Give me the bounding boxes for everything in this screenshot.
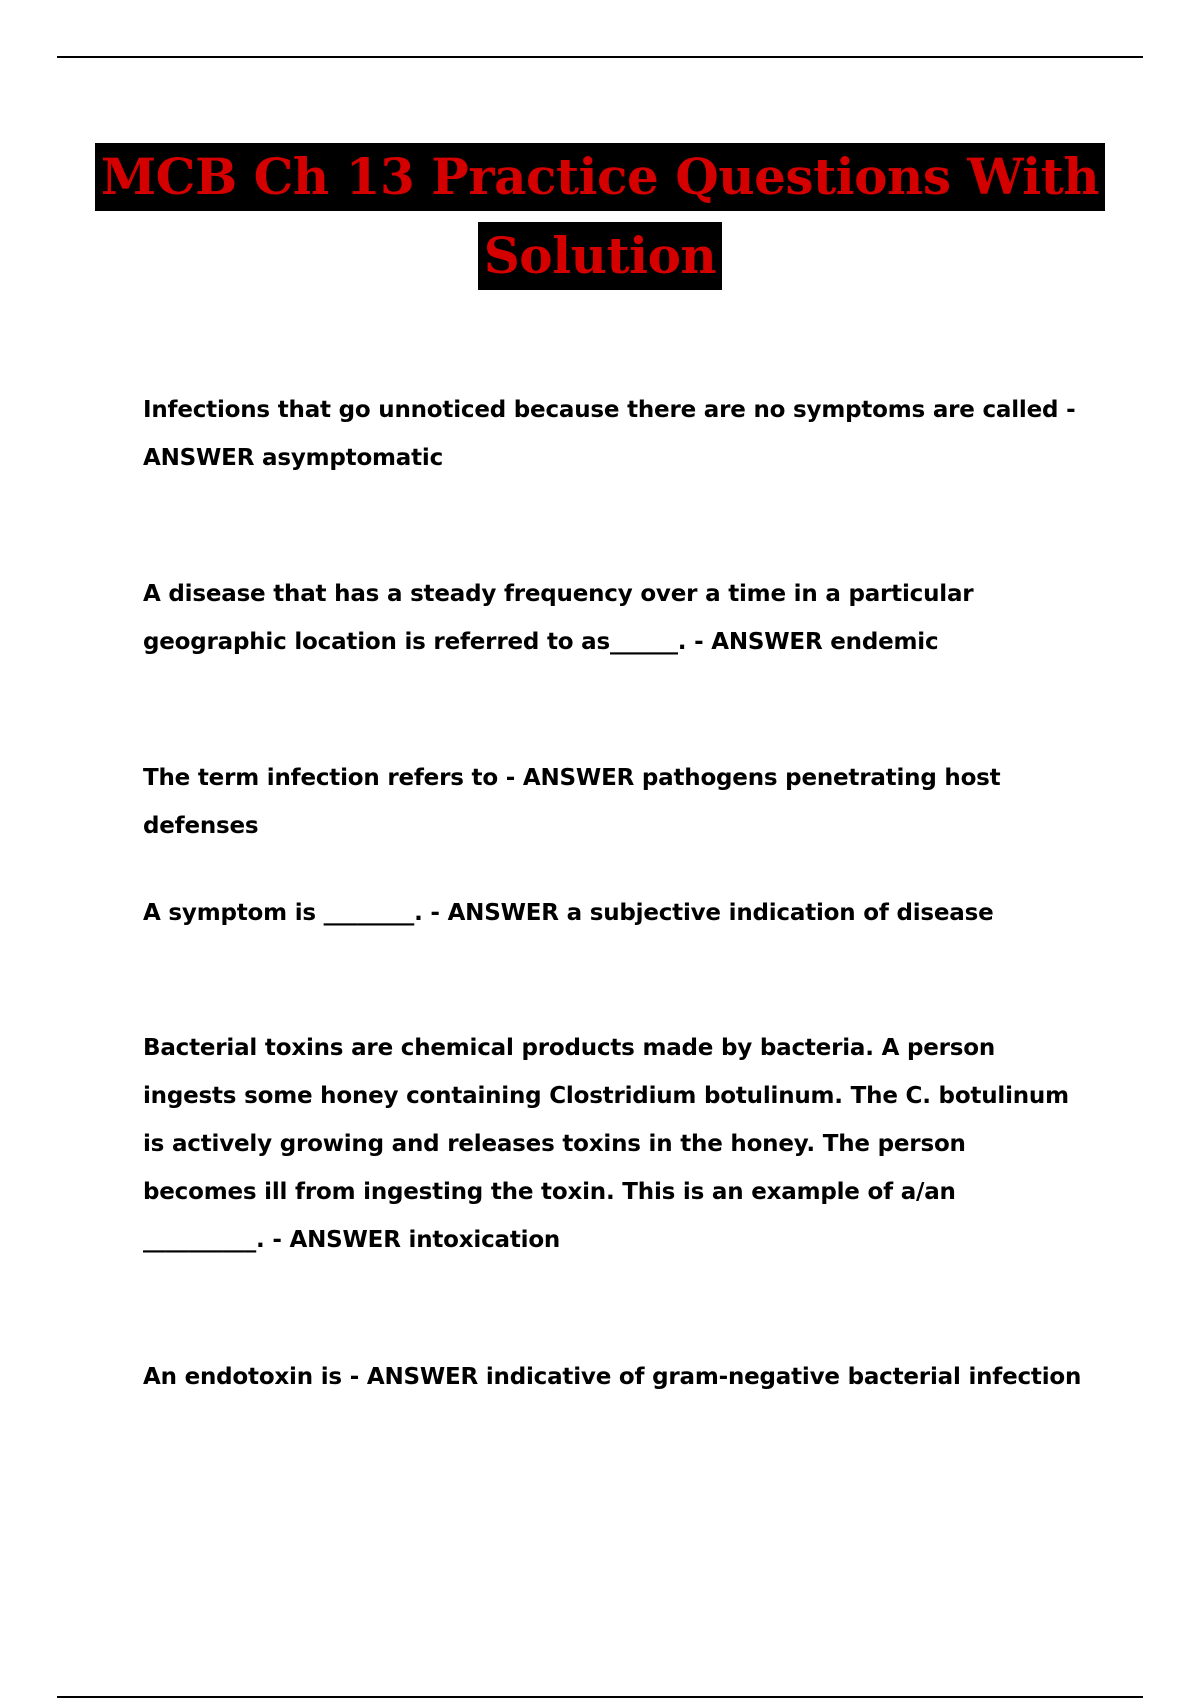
qa-text: A disease that has a steady frequency over a time in a particular geographic location is referred to as______. - ANSWER endemic: [143, 581, 982, 655]
qa-item: [143, 386, 1083, 482]
top-rule: [57, 56, 1143, 58]
title-line-1: MCB Ch 13 Practice Questions With: [95, 143, 1105, 211]
title-line-2: Solution: [478, 222, 723, 290]
qa-text: An endotoxin is - ANSWER indicative of gram-negative bacterial infection: [143, 1364, 1082, 1390]
page-title: [0, 143, 1200, 290]
qa-item: [143, 754, 1083, 850]
qa-item: [143, 570, 1083, 666]
qa-text: A symptom is ________. - ANSWER a subjective indication of disease: [143, 900, 994, 926]
qa-item: [143, 889, 1083, 937]
qa-item: [143, 1024, 1083, 1264]
qa-text: The term infection refers to - ANSWER pathogens penetrating host defenses: [143, 765, 1009, 839]
bottom-rule: [57, 1696, 1143, 1698]
qa-text: Bacterial toxins are chemical products made by bacteria. A person ingests some honey containing Clostridium botulinum. The C. botulinum is actively growing and releases toxins in the honey. The person becomes ill from ingesting the toxin. This is an example of a/an __________. - ANSWER intoxication: [143, 1035, 1077, 1253]
qa-text: Infections that go unnoticed because there are no symptoms are called - ANSWER asymptomatic: [143, 397, 1084, 471]
qa-item: [143, 1353, 1083, 1401]
